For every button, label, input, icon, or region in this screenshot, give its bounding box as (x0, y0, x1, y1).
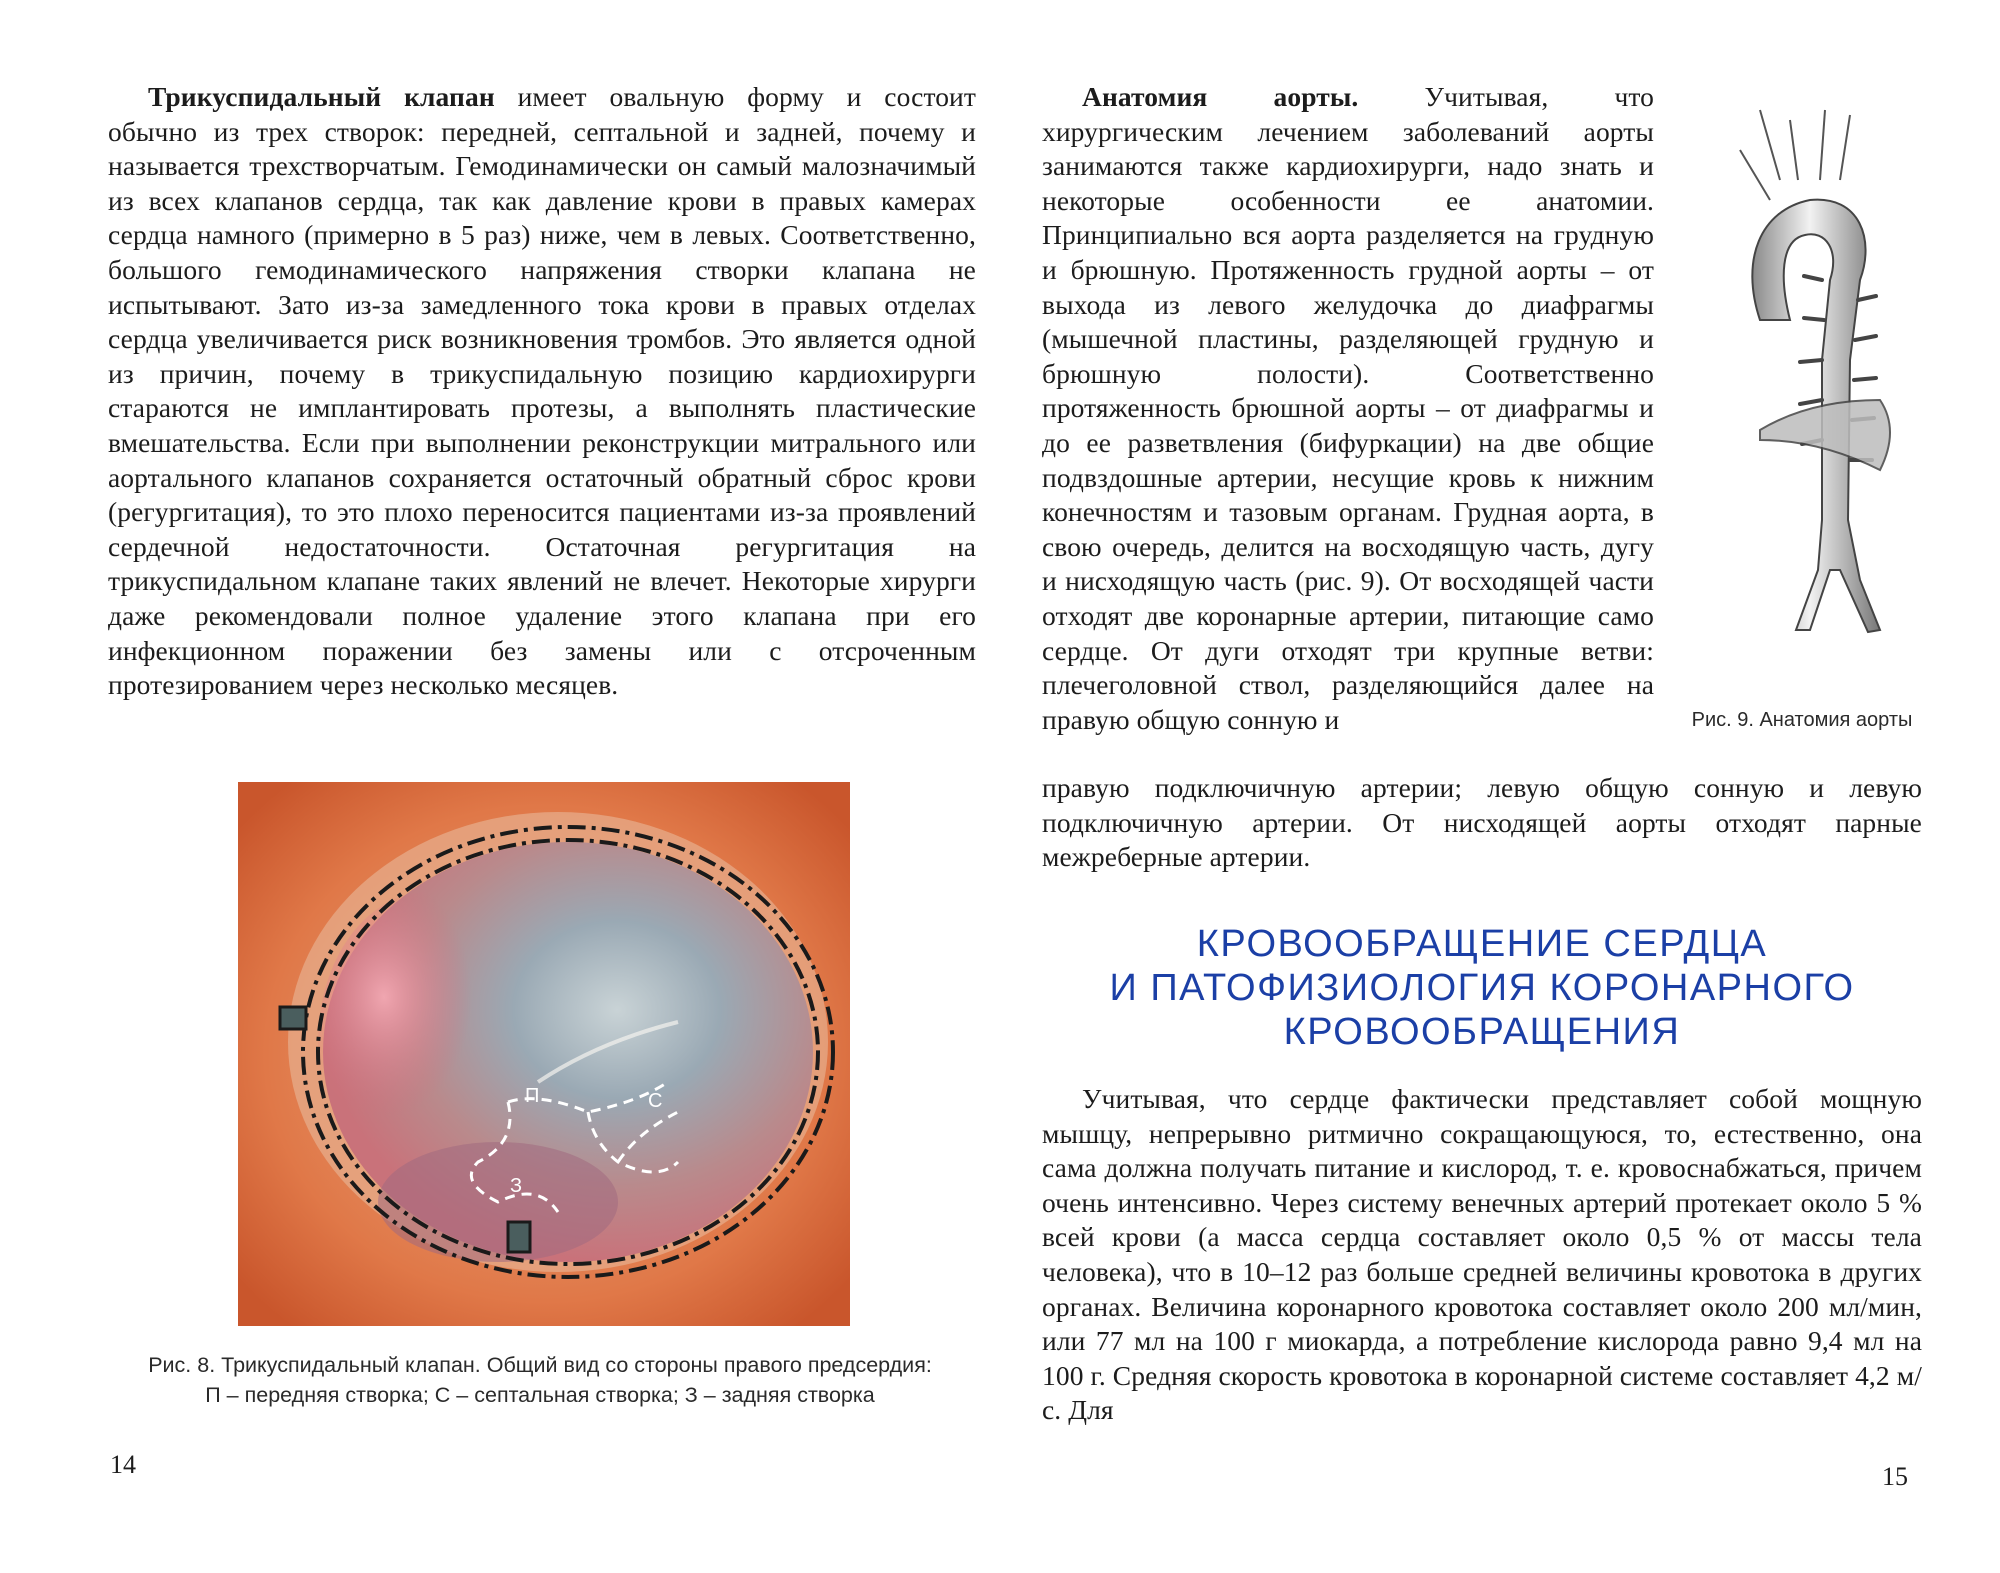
tricuspid-valve-image (238, 782, 850, 1326)
figure-8-caption-line2: П – передняя створка; С – септальная створка; З – задняя створка (205, 1383, 875, 1407)
section-title-line3: КРОВООБРАЩЕНИЯ (1283, 1011, 1681, 1053)
aorta-paragraph-continued: правую подключичную артерии; левую общую сонную и левую подключичную артерии. От нисходящей аорты отходят парные межреберные артерии. (1042, 772, 1922, 873)
tricuspid-valve-photo (238, 782, 850, 1326)
aorta-drawing (1700, 100, 1900, 640)
figure-8-caption-line1: Рис. 8. Трикуспидальный клапан. Общий вид со стороны правого предсердия: (148, 1353, 932, 1377)
label-anterior: П (525, 1085, 540, 1107)
section-title-line2: И ПАТОФИЗИОЛОГИЯ КОРОНАРНОГО (1109, 967, 1855, 1009)
coronary-paragraph (1042, 1082, 1922, 1428)
aorta-text-part1: Учитывая, что хирургическим лечением заболеваний аорты занимаются также кардиохирурги, надо знать и некоторые особенности ее анатомии. Принципиально вся аорта разделяется на грудную и брюшную. Протяженность грудной аорты – от выхода из левого желудочка до диафрагмы (мышечной пластины, разделяющей грудную и брюшную полости). Соответственно протяженность брюшной аорты – от диафрагмы и до ее разветвления (бифуркации) на две общие подвздошные артерии, несущие кровь к нижним конечностям и тазовым органам. Грудная аорта, в свою очередь, делится на восходящую часть, дугу и нисходящую часть (рис. 9). От восходящей части отходят две коронарные артерии, питающие само сердце. От дуги отходят три крупные ветви: плечеголовной ствол, разделяющийся далее на правую общую сонную и (1042, 81, 1654, 735)
label-posterior: З (510, 1175, 523, 1197)
paragraph-text: имеет овальную форму и состоит обычно из трех створок: передней, септальной и задней, почему и называется трехстворчатым. Гемодинамически он самый малозначимый из всех клапанов сердца, так как давление крови в правых камерах сердца намного (примерно в 5 раз) ниже, чем в левых. Соответственно, большого гемодинамического напряжения створки клапана не испытывают. Зато из-за замедленного тока крови в правых отделах сердца увеличивается риск возникновения тромбов. Это является одной из причин, почему в трикуспидальную позицию кардиохирурги стараются не имплантировать протезы, а выполнять пластические вмешательства. Если при выполнении реконструкции митрального или аортального клапанов сохраняется остаточный обратный сброс крови (регургитация), то это плохо переносится пациентами из-за проявлений сердечной недостаточности. Остаточная регургитация на трикуспидальном клапане таких явлений не влечет. Некоторые хирурги даже рекомендовали полное удаление этого клапана при его инфекционном поражении без замены или с отсроченным протезированием через несколько месяцев. (108, 81, 976, 701)
page-number-right: 15 (1882, 1462, 1908, 1491)
section-title-line1: КРОВООБРАЩЕНИЕ СЕРДЦА (1196, 923, 1768, 965)
figure-9-caption: Рис. 9. Анатомия аорты (1691, 709, 1913, 731)
aorta-paragraph (1042, 80, 1654, 737)
aorta-illustration (1700, 100, 1900, 640)
coronary-text: Учитывая, что сердце фактически представляет собой мощную мышцу, непрерывно ритмично сокращающуюся, то, естественно, она сама должна получать питание и кислород, т. е. кровоснабжаться, причем очень интенсивно. Через систему венечных артерий протекает около 5 % всей крови (а масса сердца составляет около 0,5 % от массы тела человека), что в 10–12 раз больше средней величины кровотока в других органах. Величина коронарного кровотока составляет около 200 мл/мин, или 77 мл на 100 г миокарда, а потребление кислорода равно 9,4 мл на 100 г. Средняя скорость кровотока в коронарной системе составляет 4,2 м/с. Для (1042, 1083, 1922, 1426)
aorta-lead: Анатомия аорты. (1082, 81, 1359, 112)
page-number-left: 14 (110, 1450, 136, 1479)
tricuspid-paragraph (108, 80, 976, 703)
paragraph-lead: Трикуспидальный клапан (148, 81, 495, 112)
label-septal: С (648, 1090, 663, 1112)
figure-8-caption (110, 1350, 970, 1410)
section-title (1042, 922, 1922, 1054)
